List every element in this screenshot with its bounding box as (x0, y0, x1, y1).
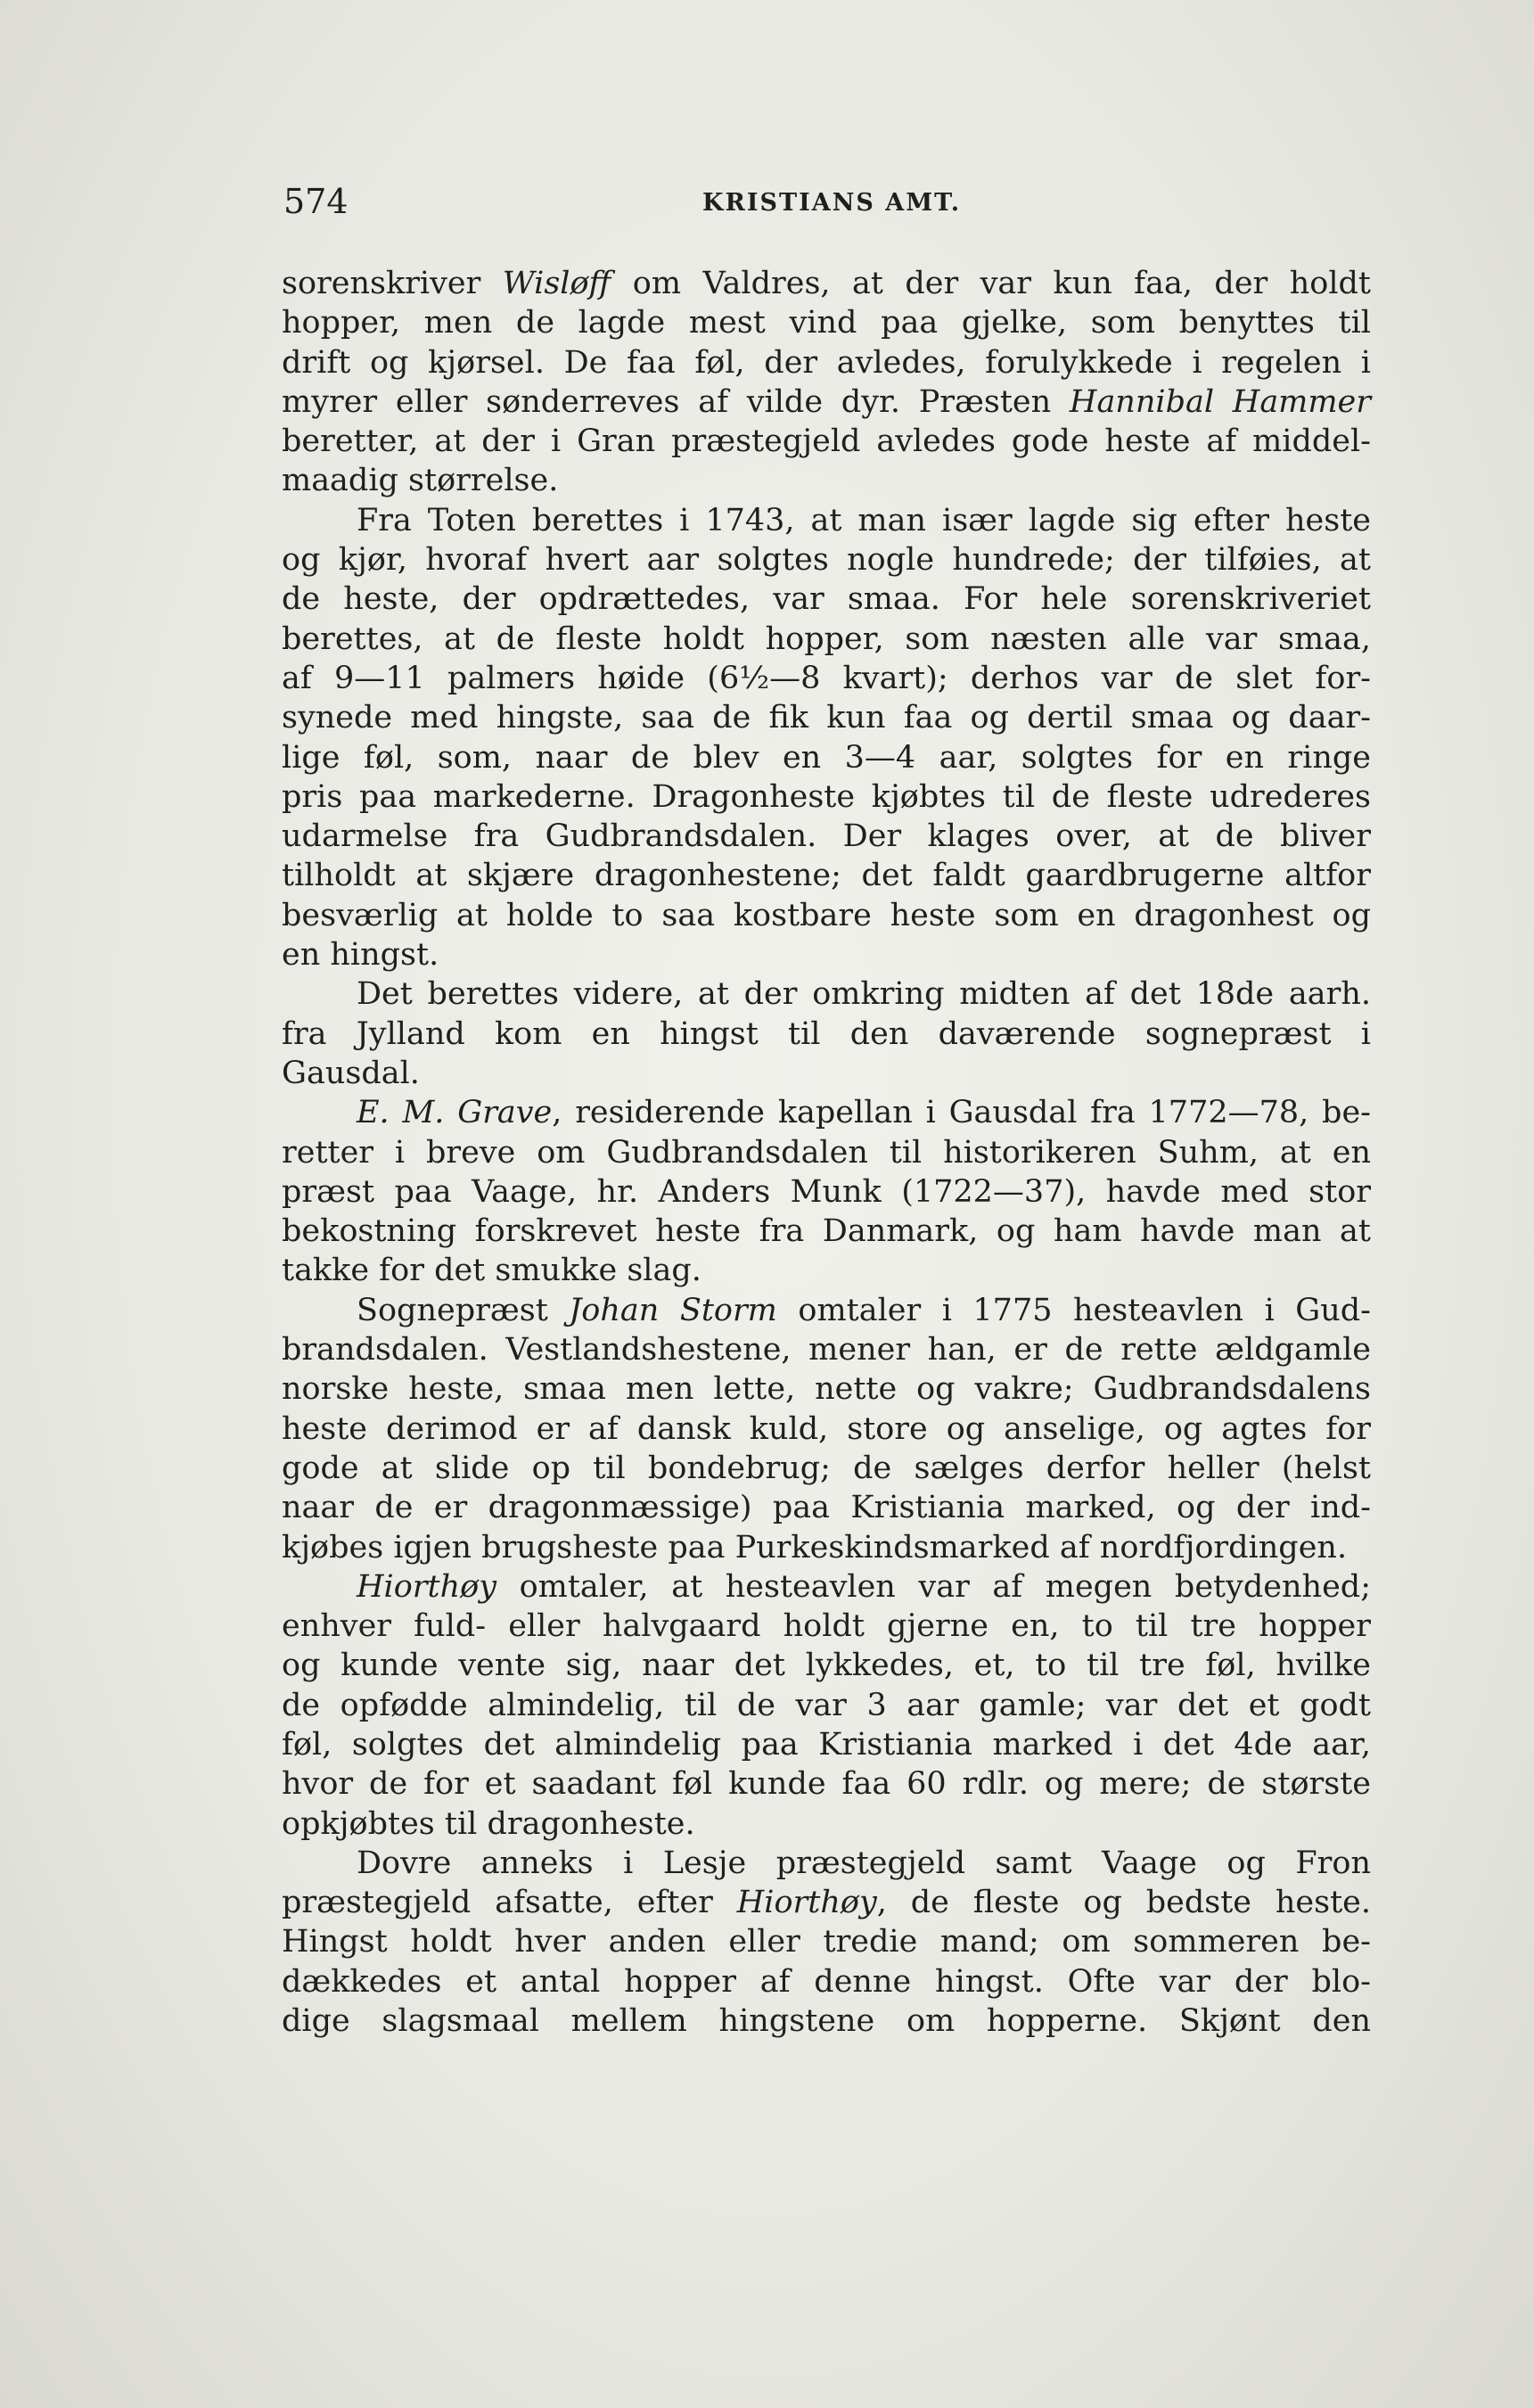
text-line (282, 698, 1371, 737)
text-line (282, 1567, 1371, 1607)
text-segment: lige føl, som, naar de blev en 3—4 aar, solgtes for en ringe (282, 739, 1371, 776)
text-line (282, 1804, 1371, 1844)
italic-name: Johan Storm (569, 1292, 777, 1328)
text-line (282, 856, 1371, 895)
text-line (282, 501, 1371, 540)
text-line (282, 620, 1371, 659)
text-line (282, 1133, 1371, 1172)
text-line (282, 1054, 1371, 1093)
text-segment: fra Jylland kom en hingst til den daværende sognepræst i (282, 1015, 1371, 1052)
text-segment: berettes, at de fleste holdt hopper, som næsten alle var smaa, (282, 620, 1371, 657)
text-segment: og kunde vente sig, naar det lykkedes, et, to til tre føl, hvilke (282, 1648, 1371, 1684)
text-segment: beretter, at der i Gran præstegjeld avledes gode heste af middel- (282, 423, 1371, 460)
text-segment: takke for det smukke slag. (282, 1253, 701, 1289)
text-segment: Sognepræst (357, 1292, 570, 1328)
page-number: 574 (283, 182, 349, 221)
text-segment: en hingst. (282, 937, 439, 974)
italic-name: E. M. Grave (357, 1095, 553, 1131)
text-segment: Fra Toten berettes i 1743, at man især lagde sig efter heste (357, 502, 1371, 538)
text-line (282, 777, 1371, 817)
text-line (282, 343, 1371, 382)
text-segment: maadig størrelse. (282, 463, 559, 499)
text-line (282, 382, 1371, 422)
text-line (282, 1686, 1371, 1725)
text-segment: tilholdt at skjære dragonhestene; det faldt gaardbrugerne altfor (282, 858, 1371, 894)
text-segment: sorenskriver (282, 266, 503, 301)
text-line (282, 1369, 1371, 1409)
text-line (282, 896, 1371, 935)
text-segment: opkjøbtes til dragonheste. (282, 1805, 695, 1842)
text-segment: drift og kjørsel. De faa føl, der avledes, forulykkede i regelen i (282, 344, 1371, 381)
text-line (282, 659, 1371, 698)
text-segment: Hingst holdt hver anden eller tredie mand; om sommeren be- (282, 1924, 1371, 1960)
text-line (282, 1962, 1371, 2001)
text-line (282, 579, 1371, 619)
text-segment: gode at slide op til bondebrug; de sælges derfor heller (helst (282, 1450, 1371, 1486)
text-line (282, 1764, 1371, 1804)
text-segment: dige slagsmaal mellem hingstene om hopperne. Skjønt den (282, 2003, 1371, 2040)
text-segment: om Valdres, at der var kun faa, der holdt (611, 266, 1371, 301)
text-line (282, 1646, 1371, 1685)
text-line (282, 935, 1371, 974)
text-segment: , de fleste og bedste heste. (876, 1885, 1371, 1921)
text-line (282, 1725, 1371, 1764)
text-segment: de opfødde almindelig, til de var 3 aar gamle; var det et godt (282, 1687, 1371, 1723)
text-line (282, 1291, 1371, 1330)
body-text (282, 264, 1371, 2041)
text-line (282, 461, 1371, 500)
text-segment: føl, solgtes det almindelig paa Kristiania marked i det 4de aar, (282, 1726, 1371, 1763)
text-segment: pris paa markederne. Dragonheste kjøbtes til de fleste udrederes (282, 778, 1371, 815)
text-segment: heste derimod er af dansk kuld, store og anselige, og agtes for (282, 1410, 1371, 1447)
text-line (282, 1883, 1371, 1922)
text-line (282, 2001, 1371, 2041)
text-segment: naar de er dragonmæssige) paa Kristiania marked, og der ind- (282, 1490, 1371, 1526)
text-segment: af 9—11 palmers høide (6½—8 kvart); derhos var de slet for- (282, 660, 1371, 696)
text-line (282, 303, 1371, 342)
italic-name: Hannibal Hammer (1069, 383, 1372, 420)
text-line (282, 1449, 1371, 1488)
text-segment: brandsdalen. Vestlandshestene, mener han, er de rette ældgamle (282, 1332, 1371, 1368)
text-segment: besværlig at holde to saa kostbare heste som en dragonhest og (282, 897, 1371, 933)
text-line (282, 1015, 1371, 1054)
text-line (282, 1172, 1371, 1212)
text-segment: myrer eller sønderreves af vilde dyr. Præsten (282, 383, 1070, 420)
text-segment: norske heste, smaa men lette, nette og vakre; Gudbrandsdalens (282, 1371, 1371, 1408)
text-line (282, 264, 1371, 303)
text-line (282, 1330, 1371, 1369)
text-segment: synede med hingste, saa de fik kun faa og dertil smaa og daar- (282, 700, 1371, 736)
text-segment: hvor de for et saadant føl kunde faa 60 rdlr. og mere; de største (282, 1766, 1371, 1803)
text-line (282, 1212, 1371, 1251)
text-segment: , residerende kapellan i Gausdal fra 1772—78, be- (552, 1095, 1372, 1131)
italic-name: Wisløff (502, 266, 611, 301)
text-line (282, 1922, 1371, 1961)
text-segment: dækkedes et antal hopper af denne hingst. Ofte var der blo- (282, 1963, 1371, 2000)
text-segment: udarmelse fra Gudbrandsdalen. Der klages over, at de bliver (282, 818, 1371, 855)
text-segment: retter i breve om Gudbrandsdalen til historikeren Suhm, at en (282, 1134, 1371, 1171)
page-header (283, 177, 1371, 230)
text-line (282, 738, 1371, 777)
running-title: KRISTIANS AMT. (702, 189, 962, 217)
text-segment: omtaler i 1775 hesteavlen i Gud- (776, 1292, 1371, 1328)
text-segment: kjøbes igjen brugsheste paa Purkeskindsmarked af nordfjordingen. (282, 1529, 1348, 1566)
text-line (282, 540, 1371, 579)
text-segment: enhver fuld- eller halvgaard holdt gjerne en, to til tre hopper (282, 1608, 1371, 1645)
text-line (282, 1844, 1371, 1883)
text-segment: de heste, der opdrættedes, var smaa. For hele sorenskriveriet (282, 581, 1371, 618)
text-segment: Dovre anneks i Lesje præstegjeld samt Vaage og Fron (357, 1845, 1371, 1881)
text-line (282, 1607, 1371, 1646)
text-line (282, 422, 1371, 461)
italic-name: Hiorthøy (357, 1568, 496, 1605)
text-segment: bekostning forskrevet heste fra Danmark, og ham havde man at (282, 1213, 1371, 1250)
text-line (282, 1409, 1371, 1449)
text-segment: omtaler, at hesteavlen var af megen betydenhed; (496, 1568, 1371, 1605)
text-segment: Gausdal. (282, 1055, 420, 1091)
text-line (282, 1528, 1371, 1567)
text-segment: Det berettes videre, at der omkring midten af det 18de aarh. (357, 976, 1371, 1013)
text-line (282, 1093, 1371, 1132)
text-segment: præst paa Vaage, hr. Anders Munk (1722—37), havde med stor (282, 1173, 1371, 1210)
text-line (282, 1251, 1371, 1290)
text-line (282, 817, 1371, 856)
text-line (282, 1488, 1371, 1527)
text-segment: præstegjeld afsatte, efter (282, 1885, 737, 1921)
italic-name: Hiorthøy (736, 1885, 877, 1921)
text-segment: hopper, men de lagde mest vind paa gjelke, som benyttes til (282, 305, 1371, 341)
text-segment: og kjør, hvoraf hvert aar solgtes nogle hundrede; der tilføies, at (282, 542, 1371, 579)
text-line (282, 974, 1371, 1014)
